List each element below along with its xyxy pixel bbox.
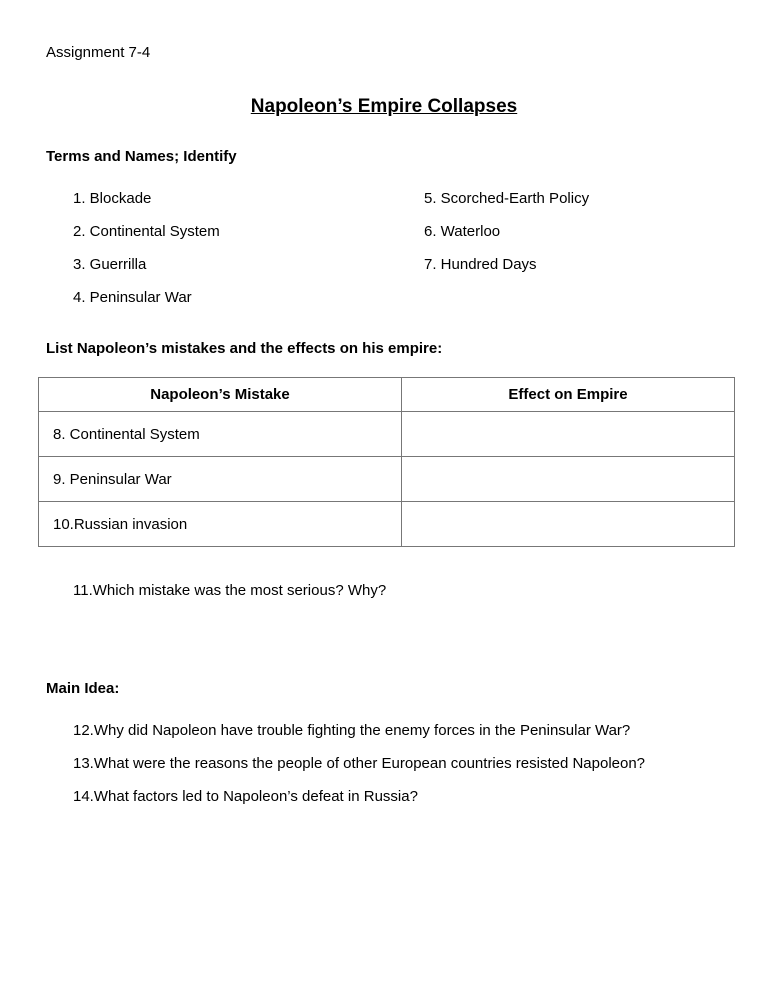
term-item: 2. Continental System [73, 223, 220, 240]
effect-cell[interactable] [402, 502, 735, 547]
term-item: 5. Scorched-Earth Policy [424, 190, 590, 207]
mistake-cell: 10.Russian invasion [39, 502, 402, 547]
term-item: 6. Waterloo [424, 223, 501, 240]
mistake-cell: 8. Continental System [39, 412, 402, 457]
mistakes-table [38, 377, 735, 547]
main-idea-heading: Main Idea: [46, 680, 120, 697]
term-item: 3. Guerrilla [73, 256, 147, 273]
question-13: 13.What were the reasons the people of other European countries resisted Napoleon? [73, 755, 646, 772]
table-row [39, 412, 735, 457]
term-item: 1. Blockade [73, 190, 152, 207]
question-14: 14.What factors led to Napoleon’s defeat in Russia? [73, 788, 418, 805]
table-row [39, 502, 735, 547]
column-header: Napoleon’s Mistake [39, 378, 402, 412]
mistake-cell: 9. Peninsular War [39, 457, 402, 502]
mistakes-heading: List Napoleon’s mistakes and the effects on his empire: [46, 340, 443, 357]
question-11: 11.Which mistake was the most serious? Why? [73, 582, 387, 599]
effect-cell[interactable] [402, 412, 735, 457]
column-header: Effect on Empire [402, 378, 735, 412]
term-item: 7. Hundred Days [424, 256, 537, 273]
assignment-label: Assignment 7-4 [46, 44, 151, 61]
term-item: 4. Peninsular War [73, 289, 192, 306]
effect-cell[interactable] [402, 457, 735, 502]
terms-heading: Terms and Names; Identify [46, 148, 237, 165]
page-title: Napoleon’s Empire Collapses [250, 96, 518, 117]
table-row [39, 457, 735, 502]
table-header-row [39, 378, 735, 412]
question-12: 12.Why did Napoleon have trouble fighting the enemy forces in the Peninsular War? [73, 722, 631, 739]
